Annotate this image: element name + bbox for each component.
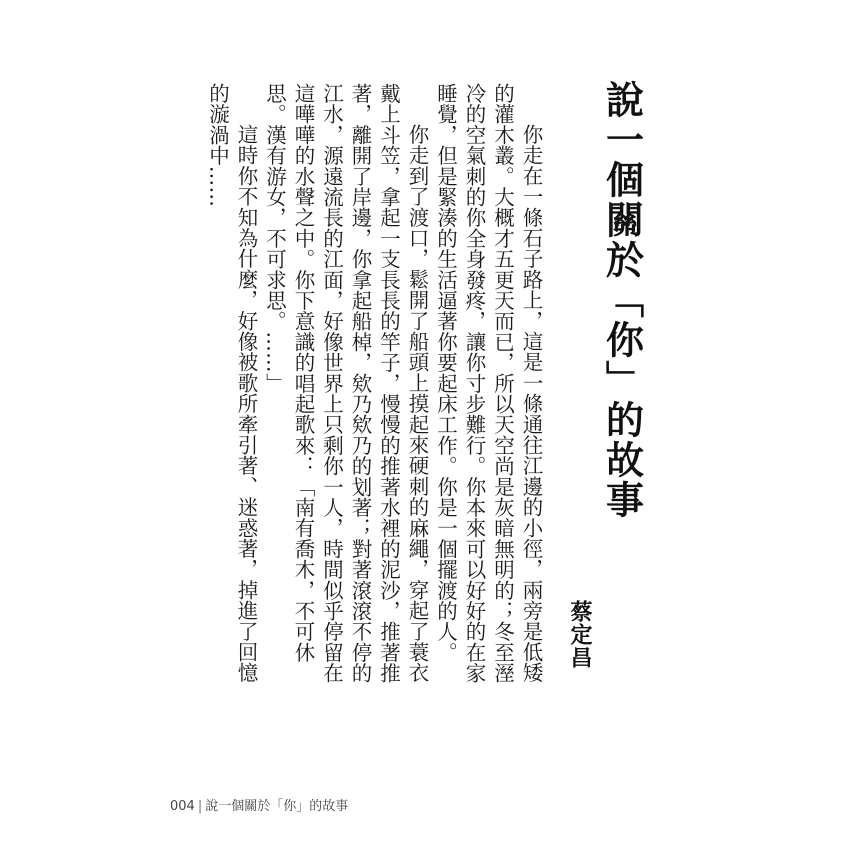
- paragraph-3: 這時你不知為什麼，好像被歌所牽引著、迷惑著，掉進了回憶的漩渦中……: [205, 83, 258, 683]
- page-number: 004: [170, 799, 195, 814]
- body-text: [203, 83, 545, 698]
- paragraph-2: 你走到了渡口，鬆開了船頭上摸起來硬刺的麻繩，穿起了蓑衣戴上斗笠，拿起一支長長的竿子，慢慢的推著水裡的泥沙，推著推著，離開了岸邊，你拿起船棹，欸乃欸乃的划著；對著滾滾不停的江水，源遠流長的江面，好像世界上只剩你一人，時間似乎停留在這嘩嘩的水聲之中。你下意識的唱起歌來：「南有喬木，不可休思。漢有游女，不可求思。……」: [262, 83, 429, 684]
- page-footer: [170, 795, 348, 814]
- footer-separator: |: [197, 799, 203, 814]
- running-title: 說一個關於「你」的故事: [205, 799, 349, 814]
- paragraph-1: 你走在一條石子路上，這是一條通往江邊的小徑，兩旁是低矮的灌木叢。大概才五更天而已，所以天空尚是灰暗無明的；冬至溼冷的空氣刺的你全身發疼，讓你寸步難行。你本來可以好好的在家睡覺，但是緊湊的生活逼著你要起床工作。你是一個擺渡的人。: [433, 83, 543, 684]
- author-name: 蔡定昌: [567, 600, 592, 669]
- chapter-title: 說一個關於「你」的故事: [599, 80, 645, 520]
